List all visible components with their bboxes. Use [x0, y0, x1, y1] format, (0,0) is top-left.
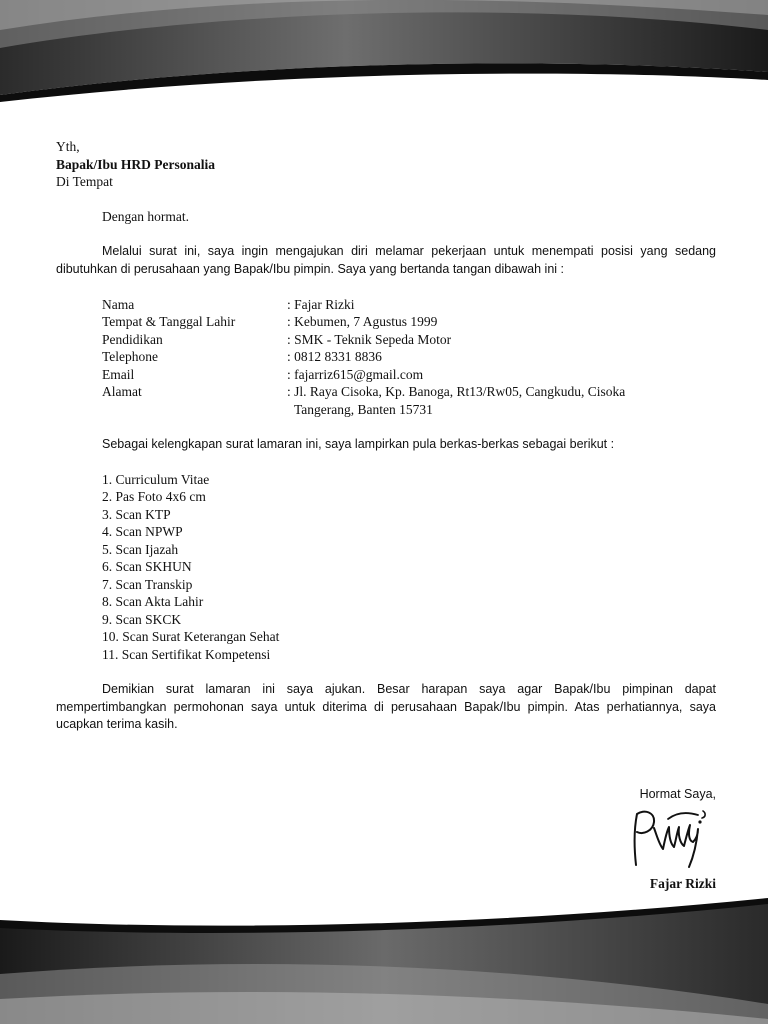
list-item: 4. Scan NPWP	[102, 524, 183, 539]
recipient-greeting: Yth,	[56, 139, 80, 154]
list-item: 7. Scan Transkip	[102, 577, 193, 592]
salutation: Dengan hormat.	[102, 209, 189, 224]
list-item: 1. Curriculum Vitae	[102, 472, 210, 487]
detail-value: : Kebumen, 7 Agustus 1999	[287, 314, 438, 329]
list-item: 5. Scan Ijazah	[102, 542, 179, 557]
intro-paragraph: Melalui surat ini, saya ingin mengajukan diri melamar pekerjaan untuk menempati posisi yang sedang dibutuhkan di perusahaan yang Bapak/Ibu pimpin. Saya yang bertanda tangan dibawah ini :	[56, 244, 716, 276]
sign-off: Hormat Saya,	[639, 787, 716, 801]
detail-label: Telephone	[102, 349, 159, 364]
list-item: 3. Scan KTP	[102, 507, 171, 522]
detail-label: Alamat	[102, 384, 142, 399]
detail-label: Email	[102, 367, 135, 382]
signature-name: Fajar Rizki	[649, 876, 716, 891]
list-item: 10. Scan Surat Keterangan Sehat	[102, 629, 280, 644]
list-item: 2. Pas Foto 4x6 cm	[102, 489, 206, 504]
detail-label: Pendidikan	[102, 332, 163, 347]
attachments-intro: Sebagai kelengkapan surat lamaran ini, saya lampirkan pula berkas-berkas sebagai berikut :	[102, 437, 615, 451]
list-item: 9. Scan SKCK	[102, 612, 182, 627]
list-item: 6. Scan SKHUN	[102, 559, 192, 574]
detail-label: Tempat & Tanggal Lahir	[102, 314, 236, 329]
detail-value: : Jl. Raya Cisoka, Kp. Banoga, Rt13/Rw05, Cangkudu, Cisoka	[287, 384, 626, 399]
signature-image	[628, 805, 710, 873]
recipient-place: Di Tempat	[56, 174, 113, 189]
detail-value: : SMK - Teknik Sepeda Motor	[287, 332, 452, 347]
detail-value: : Fajar Rizki	[287, 297, 355, 312]
list-item: 8. Scan Akta Lahir	[102, 594, 204, 609]
detail-value: : 0812 8331 8836	[287, 349, 382, 364]
closing-paragraph: Demikian surat lamaran ini saya ajukan. Besar harapan saya agar Bapak/Ibu pimpinan dapat mempertimbangkan permohonan saya untuk diterima di perusahaan Bapak/Ibu pimpin. Atas perhatiannya, saya ucapkan terima kasih.	[56, 682, 716, 731]
recipient-name: Bapak/Ibu HRD Personalia	[56, 157, 216, 172]
list-item: 11. Scan Sertifikat Kompetensi	[102, 647, 271, 662]
detail-label: Nama	[102, 297, 135, 312]
detail-value-continued: Tangerang, Banten 15731	[294, 402, 433, 417]
detail-value: : fajarriz615@gmail.com	[287, 367, 424, 382]
